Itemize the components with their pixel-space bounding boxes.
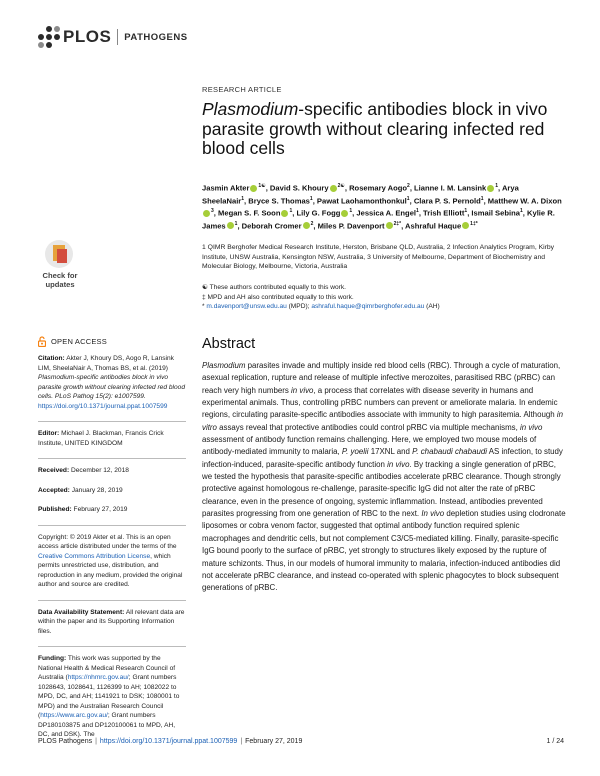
- funding-label: Funding:: [38, 655, 67, 662]
- title-rest: -specific antibodies block in vivo parasite growth without clearing infected red blood cells: [202, 99, 548, 158]
- author-affiliation-marker: 1: [519, 208, 523, 215]
- abstract-italic: in vitro: [202, 410, 563, 432]
- author-list: Jasmin Akter $^{1☯}$, David S. Khoury $^{2☯}$, Rosemary Aogo$^2$, Lianne I. M. Lansink $^1$, Arya SheelaNair$^1$, Bryce S. Thomas$^1$, Pawat Laohamonthonkul$^1$, Clara P. S. Pernold$^1$, Matthew W. A. Dixon$^3$, Megan S. F. Soon $^1$, Lily G. Fogg $^1$, Jessica A. Engel$^1$, Trish Elliott$^1$, Ismail Sebina$^1$, Kylie R. James $^1$, Deborah Cromer $^2$, Miles P. Davenport $^{2\ddagger*}$, Ashraful Haque $^{1\ddagger*}$: [202, 183, 562, 231]
- article-info-sidebar: [38, 354, 186, 750]
- abstract-text: 17XNL and: [368, 447, 413, 457]
- article-title: [202, 100, 572, 159]
- sidebar-divider: [38, 458, 186, 459]
- author-name: Arya SheelaNair: [202, 183, 519, 206]
- logo-divider: [117, 29, 118, 45]
- email-link-ah[interactable]: ashraful.haque@qimrberghofer.edu.au: [311, 303, 425, 311]
- correspondence-note: [202, 302, 562, 312]
- author-name: Trish Elliott: [423, 208, 465, 218]
- author-affiliation-marker: 1: [234, 220, 238, 227]
- citation-text: Akter J, Khoury DS, Aogo R, Lansink LIM, SheelaNair A, Thomas BS, et al. (2019): [38, 355, 174, 372]
- page-footer: [38, 738, 564, 745]
- author-name: Clara P. S. Pernold: [413, 196, 481, 206]
- bookmark-icon-front: [57, 249, 67, 263]
- abstract-italic: P. chabaudi chabaudi: [412, 447, 487, 457]
- accepted-block: [38, 486, 186, 496]
- equal-contribution-note-2: ‡ MPD and AH also contributed equally to this work.: [202, 293, 354, 301]
- author-affiliation-marker: 1: [480, 195, 484, 202]
- check-updates-line2: updates: [45, 280, 75, 289]
- data-availability-text: All relevant data are within the paper and its Supporting Information files.: [38, 608, 185, 635]
- author-name: Deborah Cromer: [241, 221, 302, 231]
- author-affiliation-marker: 1☯: [258, 183, 266, 189]
- abstract-text: AS infection, to study infection-induced, parasite-specific antibody function: [202, 447, 563, 469]
- correspondence-marker: *: [202, 303, 207, 311]
- abstract-italic: In vivo: [421, 509, 445, 519]
- orcid-icon[interactable]: [341, 210, 348, 217]
- author-name: Kylie R. James: [202, 208, 555, 231]
- page-number: 1 / 24: [546, 738, 564, 745]
- author-name: David S. Khoury: [269, 183, 329, 193]
- abstract-italic: P. yoelii: [341, 447, 369, 457]
- author-affiliation-marker: 2‡*: [393, 220, 402, 227]
- author-notes: [202, 283, 562, 312]
- abstract-heading: Abstract: [202, 336, 256, 352]
- email-suffix-mpd: (MPD);: [286, 303, 312, 311]
- citation-block: [38, 354, 186, 411]
- author-affiliation-marker: 1: [416, 208, 419, 215]
- funding-block: [38, 654, 186, 740]
- orcid-icon[interactable]: [250, 185, 257, 192]
- author-affiliation-marker: 1: [241, 195, 245, 202]
- check-updates-label: [36, 271, 84, 289]
- author-affiliation-marker: 1‡*: [470, 220, 478, 227]
- funding-text-3: ; Grant numbers DP180103875 and DP120100061 to MPD, AH, DC, and DSK). The: [38, 712, 176, 738]
- author-affiliation-marker: 1: [406, 195, 410, 202]
- published-date: February 27, 2019: [71, 506, 128, 513]
- abstract-body: [202, 360, 566, 595]
- editor-label: Editor:: [38, 430, 60, 437]
- funding-text-2: ; Grant numbers 1028643, 1028641, 1126399 to AH; 1082022 to MPD, DC, and AH; 1141921 to DSK; 1080001 to MPD) and the Australian Research Council (: [38, 674, 180, 719]
- abstract-text: assessment of antibody function remains challenging. Here, we employed two mouse models of antibody-mediated immunity to malaria,: [202, 435, 537, 457]
- citation-label: Citation:: [38, 355, 65, 362]
- author-name: Miles P. Davenport: [317, 221, 385, 231]
- abstract-text: . By tracking a single generation of pRBC, we tested the hypothesis that parasite-specific antibodies accelerate pRBC clearance. Though strongly protective against homologous re-challenge, parasite-specific IgG did not alter the rate of pRBC clearance, even in the presence of ongoing, systemic inflammation. Instead, antibodies prevented parasites progressing from one generation of RBC to the next.: [202, 459, 561, 519]
- author-affiliation-marker: 1: [289, 208, 293, 215]
- funding-text: This work was supported by the National Health & Medical Research Council of Australia (: [38, 655, 176, 681]
- abstract-italic: Plasmodium: [202, 361, 246, 370]
- author-affiliation-marker: 3: [211, 208, 214, 215]
- email-link-mpd[interactable]: m.davenport@unsw.edu.au: [206, 303, 287, 311]
- abstract-italic: in vivo: [291, 385, 314, 395]
- logo-wordmark: PLOS: [63, 27, 112, 46]
- license-link[interactable]: Creative Commons Attribution License: [38, 552, 151, 560]
- author-name: Lianne I. M. Lansink: [414, 183, 487, 193]
- accepted-label: Accepted:: [38, 486, 70, 494]
- sidebar-divider: [38, 421, 186, 422]
- accepted-date: January 28, 2019: [69, 486, 123, 494]
- plos-logo[interactable]: [38, 24, 188, 50]
- footer-journal: PLOS Pathogens: [38, 738, 93, 745]
- author-name: Bryce S. Thomas: [248, 196, 310, 206]
- footer-date: February 27, 2019: [245, 738, 303, 745]
- author-name: Ismail Sebina: [471, 208, 520, 218]
- orcid-icon[interactable]: [462, 222, 469, 229]
- data-availability-label: Data Availability Statement:: [38, 608, 125, 616]
- open-access-text: OPEN ACCESS: [51, 337, 107, 346]
- citation-doi-link[interactable]: https://doi.org/10.1371/journal.ppat.1007599: [38, 402, 168, 410]
- check-for-updates-badge[interactable]: [36, 240, 84, 294]
- affiliations: 1 QIMR Berghofer Medical Research Institute, Herston, Brisbane QLD, Australia, 2 Infection Analytics Program, Kirby Institute, UNSW Australia, Kensington NSW, Australia, 3 University of Melbourne, Department of Biochemistry and Molecular Biology, Melbourne, Victoria, Australia: [202, 244, 555, 271]
- orcid-icon[interactable]: [227, 222, 234, 229]
- email-suffix-ah: (AH): [424, 303, 440, 311]
- data-availability-block: [38, 608, 186, 637]
- footer-doi-link[interactable]: https://doi.org/10.1371/journal.ppat.1007599: [99, 738, 238, 745]
- arc-link[interactable]: https://www.arc.gov.au/: [40, 712, 108, 719]
- orcid-icon[interactable]: [303, 222, 310, 229]
- footer-separator: |: [95, 738, 97, 745]
- copyright-text-2: , which permits unrestricted use, distribution, and reproduction in any medium, provided the original author and source are credited.: [38, 552, 183, 588]
- author-affiliation-marker: 2☯: [337, 183, 345, 189]
- plos-dots-icon: [38, 26, 60, 48]
- check-updates-line1: Check for: [42, 271, 78, 280]
- author-name: Rosemary Aogo: [349, 183, 408, 193]
- sidebar-divider: [38, 525, 186, 526]
- author-name: Ashraful Haque: [405, 221, 462, 231]
- sidebar-divider: [38, 600, 186, 601]
- editor-block: [38, 429, 186, 448]
- open-access-label: [38, 336, 107, 347]
- author-affiliation-marker: 1: [349, 208, 353, 215]
- author-name: Jasmin Akter: [202, 183, 250, 193]
- title-italic: Plasmodium: [202, 99, 299, 119]
- author-name: Lily G. Fogg: [296, 208, 341, 218]
- open-lock-icon: [38, 336, 46, 347]
- author-name: Matthew W. A. Dixon: [487, 196, 562, 206]
- author-affiliation-marker: 1: [309, 195, 313, 202]
- author-name: Megan S. F. Soon: [218, 208, 281, 218]
- orcid-icon[interactable]: [487, 185, 494, 192]
- author-name: Pawat Laohamonthonkul: [316, 196, 407, 206]
- orcid-icon[interactable]: [281, 210, 288, 217]
- citation-title: Plasmodium-specific antibodies block in vivo parasite growth without clearing infected red blood cells. PLoS Pathog 15(2): e1007599.: [38, 374, 185, 400]
- abstract-text: parasites invade and multiply inside red blood cells (RBC). Through a cycle of maturation, asexual replication, rupture and release of multiple infective merozoites, parasitised RBC (pRBC) can reach very high numbers: [202, 361, 561, 395]
- editor-text: Michael J. Blackman, Francis Crick Institute, UNITED KINGDOM: [38, 430, 164, 447]
- received-label: Received:: [38, 467, 70, 474]
- abstract-text: depletion studies using clodronate liposomes or cobra venom factor, suggested that optimal antibody function required splenic macrophages and dendritic cells, but not complement C3/C5-mediated killing. Finally, parasite-specific IgG bound poorly to the surface of pRBC, yet strongly to structures likely exposed by the rupture of mature schizonts. Thus, in our models of humoral immunity to malaria, infection-induced antibodies did not accelerate pRBC clearance, and instead co-operated with splenic phagocytes to block subsequent generations of pRBC.: [202, 509, 566, 593]
- nhmrc-link[interactable]: https://nhmrc.gov.au/: [67, 674, 129, 681]
- author-affiliation-marker: 2: [407, 183, 410, 189]
- abstract-text: assays reveal that protective antibodies could control pRBC via multiple mechanisms,: [216, 422, 520, 432]
- orcid-icon[interactable]: [203, 210, 210, 217]
- orcid-icon[interactable]: [330, 185, 337, 192]
- published-label: Published:: [38, 506, 72, 513]
- sidebar-divider: [38, 646, 186, 647]
- journal-name: PATHOGENS: [124, 31, 188, 43]
- author-affiliation-marker: 2: [310, 220, 314, 227]
- copyright-block: [38, 533, 186, 590]
- equal-contribution-note: ☯ These authors contributed equally to this work.: [202, 284, 346, 291]
- footer-separator: |: [240, 738, 243, 745]
- received-date: December 12, 2018: [69, 467, 129, 474]
- article-type: RESEARCH ARTICLE: [202, 85, 282, 94]
- published-block: [38, 505, 186, 515]
- abstract-italic: in vivo: [519, 422, 543, 432]
- orcid-icon[interactable]: [386, 222, 393, 229]
- author-affiliation-marker: 1: [464, 208, 468, 215]
- abstract-text: , a process that correlates with disease severity in humans and experimental animals. Thus, controlling pRBC numbers can prevent or ameliorate malaria. In endemic regions, circulating parasite-specific antibodies associate with immunity to high parasitemia. Although: [202, 385, 558, 420]
- author-affiliation-marker: 1: [495, 183, 498, 189]
- abstract-italic: in vivo: [387, 459, 410, 469]
- author-name: Jessica A. Engel: [356, 208, 417, 218]
- received-block: [38, 466, 186, 476]
- copyright-text: Copyright: © 2019 Akter et al. This is an open access article distributed under the terms of the: [38, 533, 177, 550]
